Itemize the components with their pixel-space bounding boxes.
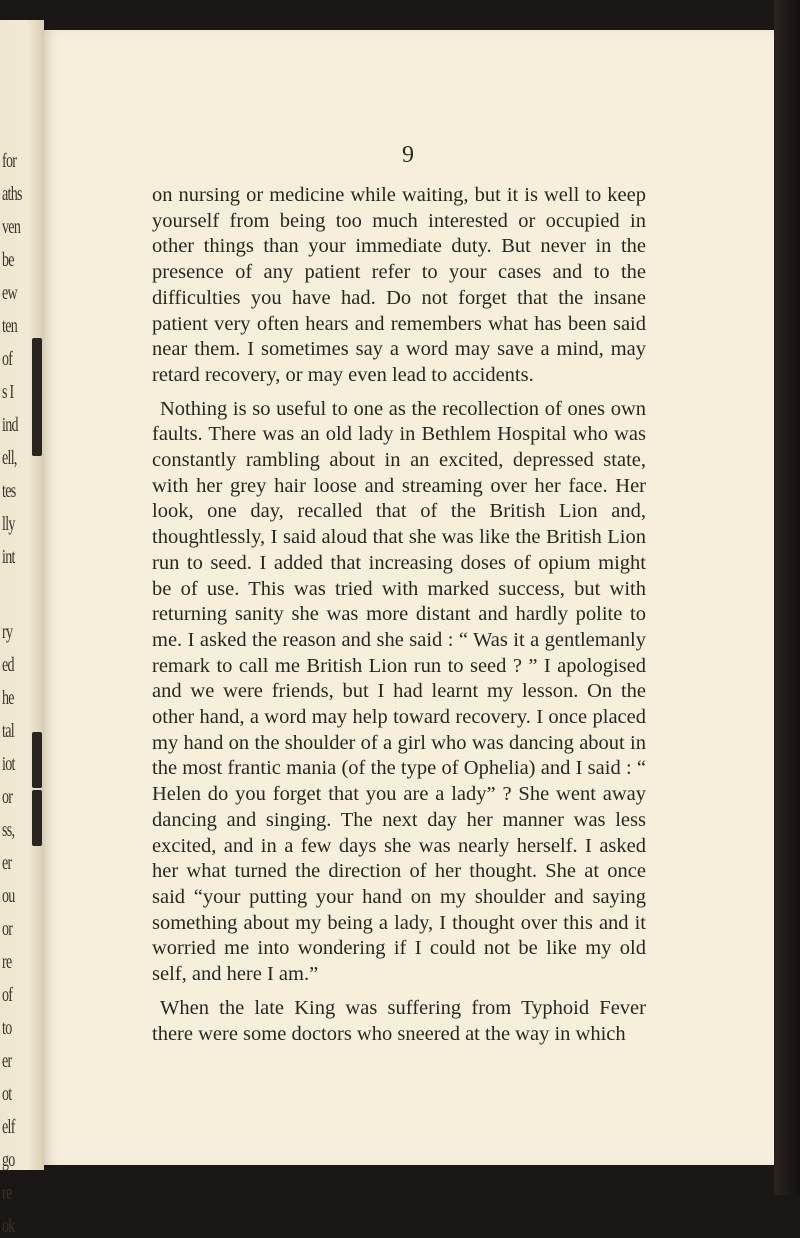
facing-page-fragment: or	[2, 786, 13, 808]
facing-page-fragment: re	[2, 1182, 12, 1204]
facing-page-fragment: lly	[2, 513, 15, 535]
facing-page-fragment: int	[2, 546, 15, 568]
paragraph-2: Nothing is so useful to one as the recollection of ones own faults. There was an old lady in Bethlem Hospital who was constantly rambling about in an excited, depressed state, with her grey hair loose and streaming over her face. Her look, one day, recalled that of the British Lion and, thoughtlessly, I said aloud that she was like the British Lion run to seed. I added that increasing doses of opium might be of use. This was tried with marked success, but with returning sanity she was more distant and hardly polite to me. I asked the reason and she said : “ Was it a gentlemanly remark to call me British Lion run to seed ? ” I apologised and we were friends, but I had learnt my lesson. On the other hand, a word may help toward recovery. I once placed my hand on the shoulder of a girl who was dancing about in the most frantic mania (of the type of Ophelia) and I said : “ Helen do you forget that you are a lady” ? She went away dancing and singing. The next day her manner was less excited, and in a few days she was nearly herself. I asked her what turned the direction of her thought. She at once said “your putting your hand on my shoulder and saying something about my being a lady, I thought over this and it worried me into wondering if I could not be like my old self, and here I am.”	[152, 397, 646, 986]
facing-page-fragment: he	[2, 687, 14, 709]
facing-page-fragment: ok	[2, 1215, 15, 1237]
facing-page-fragment: ou	[2, 885, 15, 907]
page-number: 9	[402, 142, 414, 168]
facing-page-fragment: go	[2, 1149, 15, 1171]
right-book-edge	[774, 0, 800, 1195]
facing-page-fragment: of	[2, 984, 13, 1006]
facing-page-fragment: ed	[2, 654, 14, 676]
facing-page-fragment: ven	[2, 216, 21, 238]
facing-page-fragment: aths	[2, 183, 22, 205]
facing-page-fragment: of	[2, 348, 13, 370]
facing-page-edge	[0, 20, 44, 1237]
gutter-mark	[32, 790, 42, 846]
facing-page-fragment: ell,	[2, 447, 17, 469]
facing-page-fragment: s I	[2, 381, 14, 403]
book-page	[42, 30, 774, 1165]
facing-page-fragment: be	[2, 249, 14, 271]
facing-page-fragment: tes	[2, 480, 16, 502]
paragraph-3: When the late King was suffering from Typhoid Fever there were some doctors who sneered at the way in which	[152, 996, 646, 1045]
gutter-mark	[32, 732, 42, 788]
facing-page-fragment: re	[2, 951, 12, 973]
page-body	[152, 183, 646, 1055]
facing-page-fragment: er	[2, 852, 12, 874]
facing-page-fragment: ry	[2, 621, 13, 643]
facing-page-fragment: er	[2, 1050, 12, 1072]
facing-page-fragment: iot	[2, 753, 15, 775]
gutter-mark	[32, 338, 42, 398]
facing-page-fragment: ten	[2, 315, 18, 337]
facing-page-fragment: ot	[2, 1083, 12, 1105]
facing-page-fragment: ew	[2, 282, 17, 304]
facing-page-fragment: ind	[2, 414, 18, 436]
facing-page-fragment: to	[2, 1017, 12, 1039]
paragraph-1: on nursing or medicine while waiting, but it is well to keep yourself from being too much interested or occupied in other things than your immediate duty. But never in the presence of any patient refer to your cases and to the difficulties you have had. Do not forget that the insane patient very often hears and remembers what has been said near them. I sometimes say a word may save a mind, may retard recovery, or may even lead to accidents.	[152, 184, 646, 386]
gutter-mark	[32, 396, 42, 456]
facing-page-fragment: ss,	[2, 819, 15, 841]
facing-page-fragment: or	[2, 918, 13, 940]
facing-page-fragment: tal	[2, 720, 14, 742]
facing-page-fragment: for	[2, 150, 17, 172]
facing-page-fragment: elf	[2, 1116, 15, 1138]
